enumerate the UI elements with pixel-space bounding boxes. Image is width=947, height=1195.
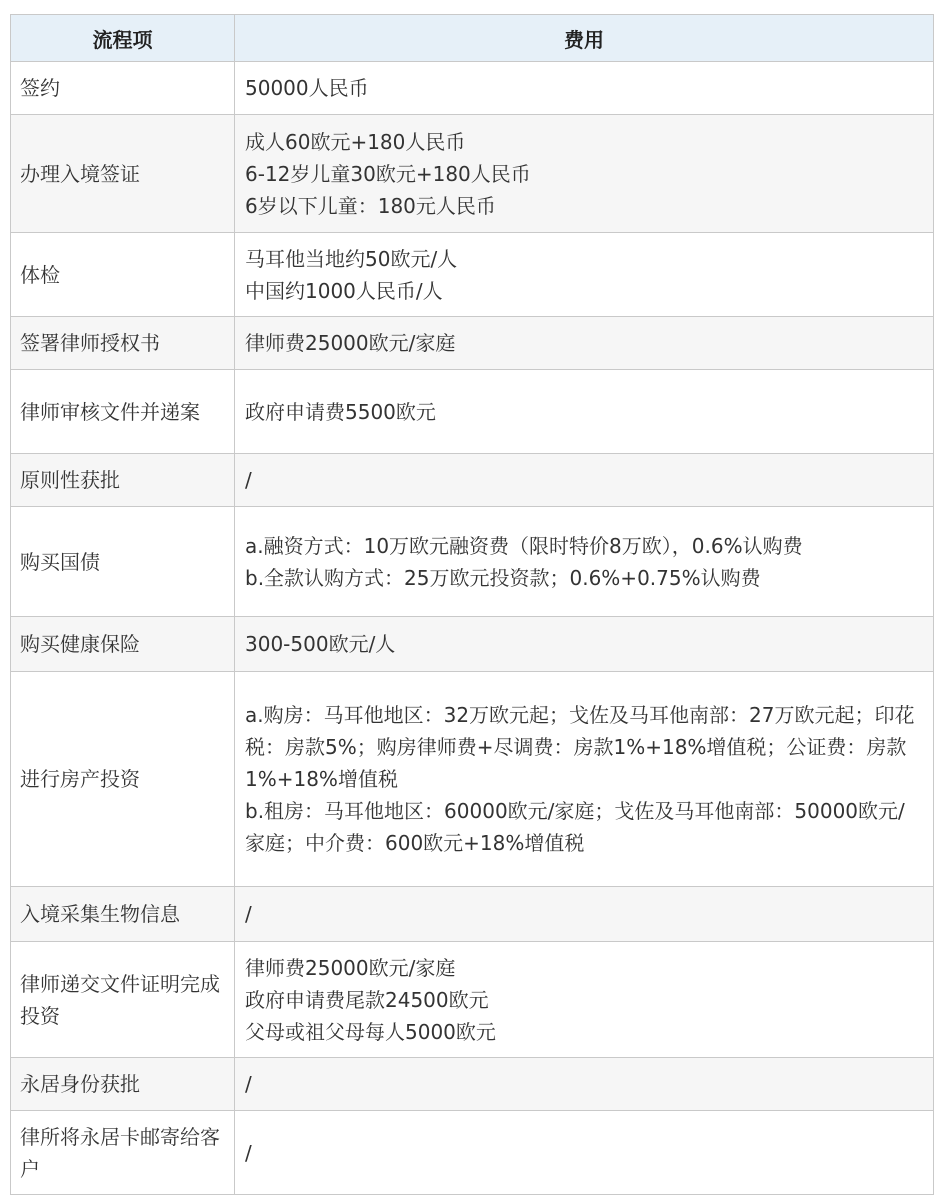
fee-line: 中国约1000人民币/人: [245, 278, 443, 303]
header-item: 流程项: [11, 15, 235, 62]
row-item: 律所将永居卡邮寄给客户: [11, 1111, 235, 1195]
fee-line: 6-12岁儿童30欧元+180人民币: [245, 161, 531, 186]
fee-line: /: [245, 1140, 252, 1165]
fee-line: 300-500欧元/人: [245, 632, 396, 656]
row-item: 律师递交文件证明完成投资: [11, 942, 235, 1058]
row-fee: [235, 317, 934, 370]
row-fee: [235, 507, 934, 617]
row-item: 原则性获批: [11, 454, 235, 507]
table-row: [11, 115, 934, 233]
fee-line: /: [245, 1072, 252, 1096]
row-fee: [235, 672, 934, 887]
row-item: 签约: [11, 62, 235, 115]
fee-table-container: [10, 14, 933, 1195]
fee-line: 律师费25000欧元/家庭: [245, 331, 456, 355]
row-item: 律师审核文件并递案: [11, 370, 235, 454]
fee-line: 成人60欧元+180人民币: [245, 129, 466, 154]
fee-line: 政府申请费5500欧元: [245, 399, 436, 424]
fee-line: a.购房：马耳他地区：32万欧元起；戈佐及马耳他南部：27万欧元起；印花税：房款5%；购房律师费+尽调费：房款1%+18%增值税；公证费：房款1%+18%增值税: [245, 703, 915, 791]
row-fee: [235, 1058, 934, 1111]
row-fee: [235, 62, 934, 115]
row-item: 永居身份获批: [11, 1058, 235, 1111]
row-item: 签署律师授权书: [11, 317, 235, 370]
row-item: 体检: [11, 233, 235, 317]
table-row: [11, 617, 934, 672]
fee-line: 政府申请费尾款24500欧元: [245, 987, 489, 1012]
row-fee: [235, 233, 934, 317]
table-row: [11, 942, 934, 1058]
row-item: 购买健康保险: [11, 617, 235, 672]
table-row: [11, 887, 934, 942]
row-item: 购买国债: [11, 507, 235, 617]
header-fee: 费用: [235, 15, 934, 62]
table-row: [11, 370, 934, 454]
table-row: [11, 672, 934, 887]
table-header-row: [11, 15, 934, 62]
fee-line: /: [245, 468, 252, 492]
fee-line: 马耳他当地约50欧元/人: [245, 246, 458, 271]
table-row: [11, 1111, 934, 1195]
row-item: 办理入境签证: [11, 115, 235, 233]
table-row: [11, 62, 934, 115]
fee-line: 父母或祖父母每人5000欧元: [245, 1019, 496, 1044]
row-fee: [235, 942, 934, 1058]
row-item: 入境采集生物信息: [11, 887, 235, 942]
row-fee: [235, 115, 934, 233]
fee-line: a.融资方式：10万欧元融资费（限时特价8万欧），0.6%认购费: [245, 533, 803, 558]
fee-line: 6岁以下儿童：180元人民币: [245, 193, 496, 218]
row-item: 进行房产投资: [11, 672, 235, 887]
table-row: [11, 454, 934, 507]
fee-line: /: [245, 902, 252, 926]
row-fee: [235, 1111, 934, 1195]
fee-line: b.全款认购方式：25万欧元投资款；0.6%+0.75%认购费: [245, 565, 761, 590]
table-row: [11, 317, 934, 370]
fee-table: [10, 14, 934, 1195]
table-row: [11, 233, 934, 317]
table-row: [11, 507, 934, 617]
row-fee: [235, 370, 934, 454]
row-fee: [235, 887, 934, 942]
table-row: [11, 1058, 934, 1111]
row-fee: [235, 617, 934, 672]
fee-line: 律师费25000欧元/家庭: [245, 955, 456, 980]
row-fee: [235, 454, 934, 507]
fee-line: b.租房：马耳他地区：60000欧元/家庭；戈佐及马耳他南部：50000欧元/家庭；中介费：600欧元+18%增值税: [245, 799, 905, 855]
fee-line: 50000人民币: [245, 76, 369, 100]
